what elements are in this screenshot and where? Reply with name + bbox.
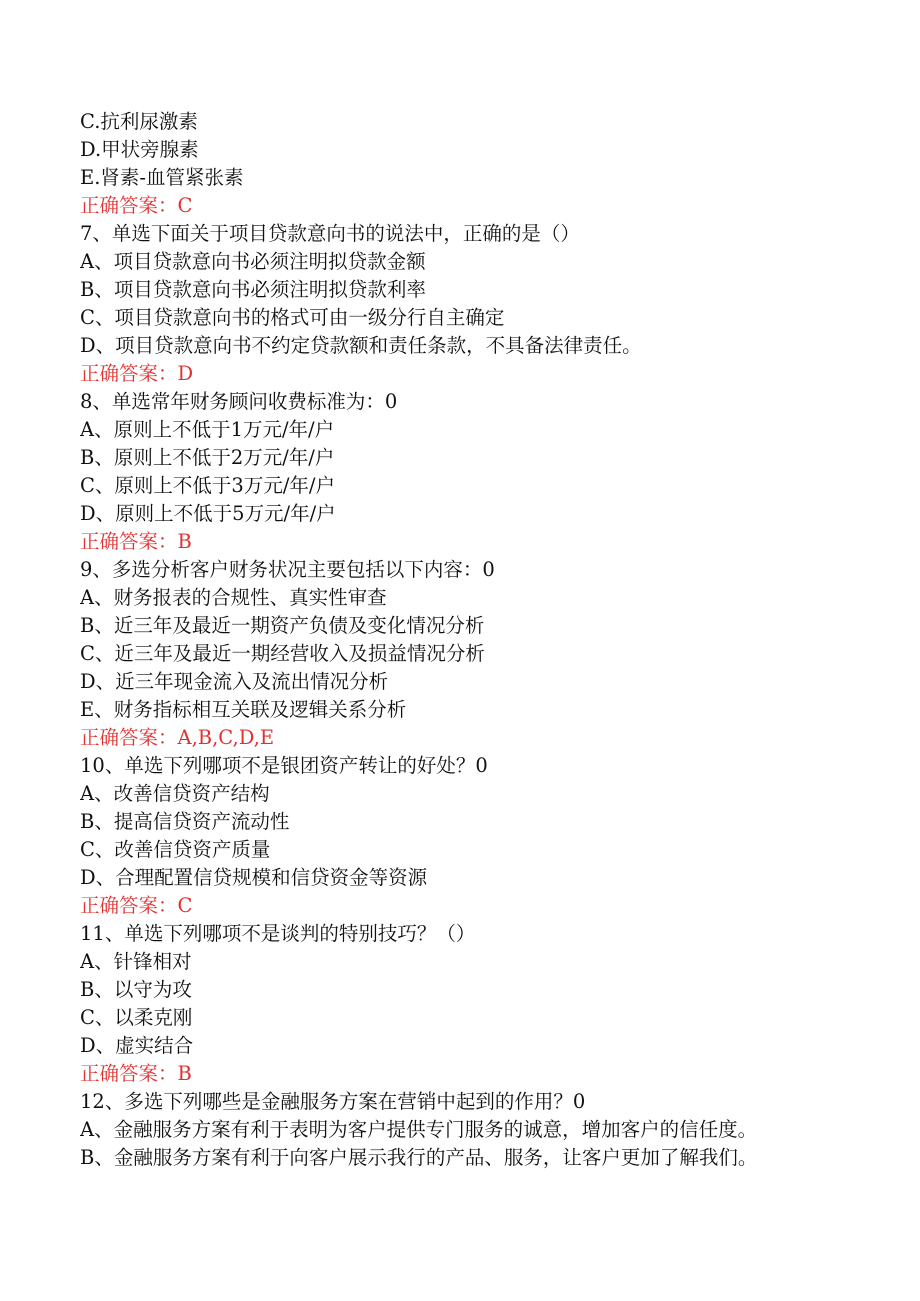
option-text: D、近三年现金流入及流出情况分析 <box>80 670 389 693</box>
option-text: C.抗利尿激素 <box>80 110 198 133</box>
question-text: 12、多选下列哪些是金融服务方案在营销中起到的作用？0 <box>80 1090 586 1113</box>
option-text: A、原则上不低于1万元/年/户 <box>80 418 335 441</box>
option-text: B、原则上不低于2万元/年/户 <box>80 446 335 469</box>
answer-text: 正确答案：B <box>80 530 192 553</box>
option-text: C、原则上不低于3万元/年/户 <box>80 474 335 497</box>
option-text: C、改善信贷资产质量 <box>80 838 271 861</box>
option-text: C、项目贷款意向书的格式可由一级分行自主确定 <box>80 306 505 329</box>
option-text: E.肾素-血管紧张素 <box>80 166 244 189</box>
option-text: C、以柔克刚 <box>80 1006 193 1029</box>
question-text: 10、单选下列哪项不是银团资产转让的好处？0 <box>80 754 488 777</box>
question-text: 7、单选下面关于项目贷款意向书的说法中，正确的是（） <box>80 222 580 245</box>
option-text: D.甲状旁腺素 <box>80 138 199 161</box>
option-text: E、财务指标相互关联及逻辑关系分析 <box>80 698 407 721</box>
option-text: B、提高信贷资产流动性 <box>80 810 290 833</box>
option-text: D、项目贷款意向书不约定贷款额和责任条款，不具备法律责任。 <box>80 334 642 357</box>
option-text: A、针锋相对 <box>80 950 192 973</box>
option-text: A、金融服务方案有利于表明为客户提供专门服务的诚意，增加客户的信任度。 <box>80 1118 758 1141</box>
option-text: A、项目贷款意向书必须注明拟贷款金额 <box>80 250 426 273</box>
question-text: 11、单选下列哪项不是谈判的特别技巧？（） <box>80 922 476 945</box>
option-text: B、金融服务方案有利于向客户展示我行的产品、服务，让客户更加了解我们。 <box>80 1146 758 1169</box>
option-text: D、原则上不低于5万元/年/户 <box>80 502 336 525</box>
option-text: A、财务报表的合规性、真实性审查 <box>80 586 387 609</box>
question-text: 8、单选常年财务顾问收费标准为：0 <box>80 390 398 413</box>
option-text: B、项目贷款意向书必须注明拟贷款利率 <box>80 278 426 301</box>
option-text: D、合理配置信贷规模和信贷资金等资源 <box>80 866 428 889</box>
answer-text: 正确答案：D <box>80 362 194 385</box>
answer-text: 正确答案：C <box>80 894 193 917</box>
option-text: B、以守为攻 <box>80 978 192 1001</box>
question-text: 9、多选分析客户财务状况主要包括以下内容：0 <box>80 558 495 581</box>
answer-text: 正确答案：B <box>80 1062 192 1085</box>
option-text: B、近三年及最近一期资产负债及变化情况分析 <box>80 614 485 637</box>
option-text: D、虚实结合 <box>80 1034 194 1057</box>
document-page <box>80 108 900 1172</box>
option-text: A、改善信贷资产结构 <box>80 782 270 805</box>
answer-text: 正确答案：C <box>80 194 193 217</box>
option-text: C、近三年及最近一期经营收入及损益情况分析 <box>80 642 485 665</box>
answer-text: 正确答案：A,B,C,D,E <box>80 726 275 749</box>
